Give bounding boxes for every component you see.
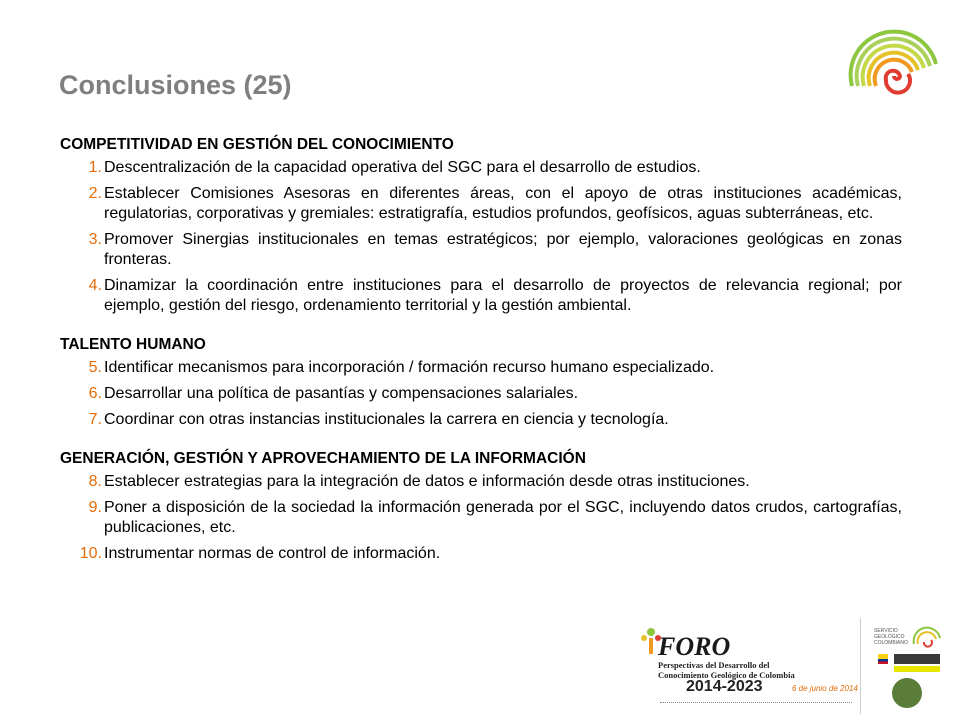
sgc-logo-block [870, 618, 950, 716]
item-number: 6. [88, 385, 102, 402]
item-text: Dinamizar la coordinación entre instituciones para el desarrollo de proyectos de relevancia regional; por ejemplo, gestión del riesgo, ordenamiento territorial y la gestión ambiental. [104, 277, 902, 314]
seal-icon [892, 678, 922, 708]
item-text: Desarrollar una política de pasantías y compensaciones salariales. [104, 385, 579, 402]
section-heading: COMPETITIVIDAD EN GESTIÓN DEL CONOCIMIENTO [60, 136, 454, 153]
item-text: Establecer Comisiones Asesoras en diferentes áreas, con el apoyo de otras instituciones académicas, regulatorias, corporativas y gremiales: estratigrafía, estudios profundos, geofísicos, aguas subterráneas, etc. [104, 185, 902, 222]
list-item [60, 472, 902, 492]
item-number: 3. [88, 231, 102, 248]
item-text: Establecer estrategias para la integración de datos e información desde otras instituciones. [104, 473, 750, 490]
item-number: 4. [88, 277, 102, 294]
item-text: Poner a disposición de la sociedad la información generada por el SGC, incluyendo datos crudos, cartografías, publicaciones, etc. [104, 499, 902, 536]
item-number: 9. [88, 499, 102, 516]
item-text: Instrumentar normas de control de información. [104, 545, 441, 562]
item-number: 2. [88, 185, 102, 202]
foro-logo [640, 622, 860, 714]
list-item [60, 276, 902, 316]
item-text: Descentralización de la capacidad operativa del SGC para el desarrollo de estudios. [104, 159, 701, 176]
list-item [60, 358, 902, 378]
footer-divider [860, 618, 861, 714]
foro-years: 2014-2023 [686, 678, 763, 695]
colombia-flag-icon [878, 654, 888, 664]
sgc-name: SERVICIO GEOLÓGICO COLOMBIANO [874, 628, 908, 646]
list-item [60, 384, 902, 404]
gov-logo-bar [894, 654, 940, 664]
section-talento-humano [60, 336, 902, 430]
list-item [60, 158, 902, 178]
item-text: Coordinar con otras instancias institucionales la carrera en ciencia y tecnología. [104, 411, 669, 428]
section-competitividad [60, 136, 902, 316]
item-number: 5. [88, 359, 102, 376]
section-heading: TALENTO HUMANO [60, 336, 206, 353]
list-item [60, 410, 902, 430]
item-number: 7. [88, 411, 102, 428]
gov-logo-strip [894, 666, 940, 672]
list-item [60, 544, 902, 564]
foro-word: FORO [658, 632, 731, 661]
item-number: 10. [79, 545, 102, 562]
slide-title: Conclusiones (25) [59, 70, 292, 100]
section-informacion [60, 450, 902, 564]
section-heading: GENERACIÓN, GESTIÓN Y APROVECHAMIENTO DE LA INFORMACIÓN [60, 450, 586, 467]
item-text: Promover Sinergias institucionales en temas estratégicos; por ejemplo, valoraciones geológicas en zonas fronteras. [104, 231, 902, 268]
list-item [60, 184, 902, 224]
list-item [60, 498, 902, 538]
spiral-logo-icon [912, 622, 942, 648]
dotted-divider [660, 702, 852, 703]
item-text: Identificar mecanismos para incorporación / formación recurso humano especializado. [104, 359, 715, 376]
spiral-logo-icon [846, 14, 942, 100]
item-number: 8. [88, 473, 102, 490]
foro-date: 6 de junio de 2014 [792, 684, 858, 693]
foro-subtitle: Perspectivas del Desarrollo del Conocimiento Geológico de Colombia [658, 660, 795, 680]
item-number: 1. [88, 159, 102, 176]
content-body [60, 136, 902, 584]
list-item [60, 230, 902, 270]
